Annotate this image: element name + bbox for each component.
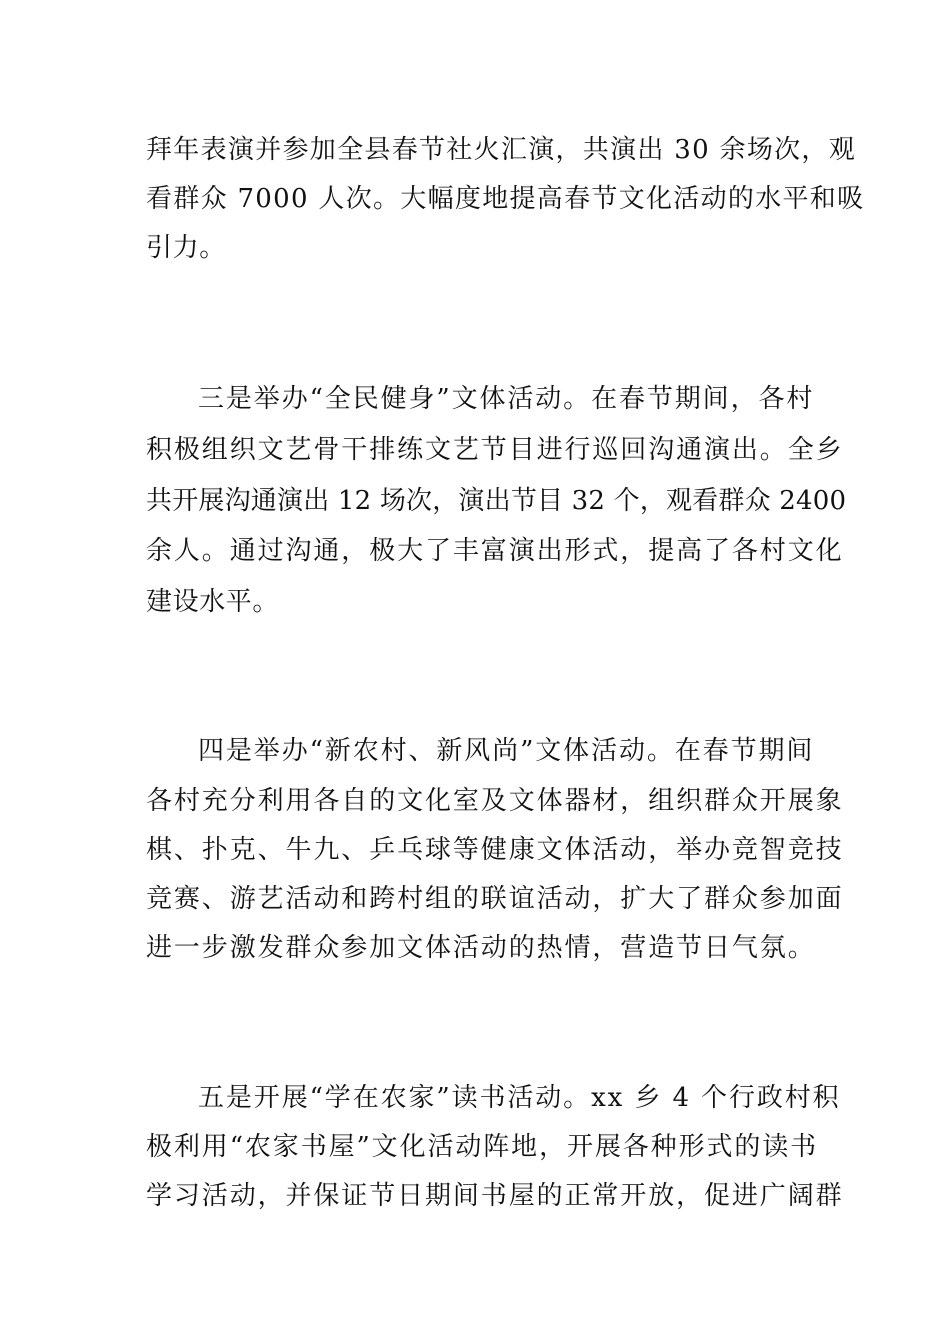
paragraph-2-line-4: 余人。通过沟通，极大了丰富演出形式，提高了各村文化	[146, 536, 844, 566]
paragraph-1-line-1: 拜年表演并参加全县春节社火汇演，共演出 30 余场次，观	[146, 135, 857, 165]
paragraph-1-line-3: 引力。	[146, 233, 226, 263]
paragraph-4-line-1: 五是开展“学在农家”读书活动。xx 乡 4 个行政村积	[198, 1083, 841, 1113]
paragraph-2-line-1: 三是举办“全民健身”文体活动。在春节期间，各村	[198, 384, 815, 414]
paragraph-3-line-5: 进一步激发群众参加文体活动的热情，营造节日气氛。	[146, 933, 816, 963]
paragraph-2-line-2: 积极组织文艺骨干排练文艺节目进行巡回沟通演出。全乡	[146, 435, 844, 465]
paragraph-2-line-5: 建设水平。	[146, 587, 280, 617]
paragraph-1-line-2: 看群众 7000 人次。大幅度地提高春节文化活动的水平和吸	[146, 184, 865, 214]
paragraph-4-line-2: 极利用“农家书屋”文化活动阵地，开展各种形式的读书	[146, 1132, 819, 1162]
paragraph-3-line-2: 各村充分利用各自的文化室及文体器材，组织群众开展象	[146, 786, 844, 816]
paragraph-4-line-3: 学习活动，并保证节日期间书屋的正常开放，促进广阔群	[146, 1181, 844, 1211]
paragraph-3-line-3: 棋、扑克、牛九、乒乓球等健康文体活动，举办竞智竞技	[146, 835, 844, 865]
paragraph-3-line-4: 竞赛、游艺活动和跨村组的联谊活动，扩大了群众参加面	[146, 884, 844, 914]
paragraph-3-line-1: 四是举办“新农村、新风尚”文体活动。在春节期间	[198, 736, 815, 766]
paragraph-2-line-3: 共开展沟通演出 12 场次，演出节目 32 个，观看群众 2400	[146, 486, 847, 516]
